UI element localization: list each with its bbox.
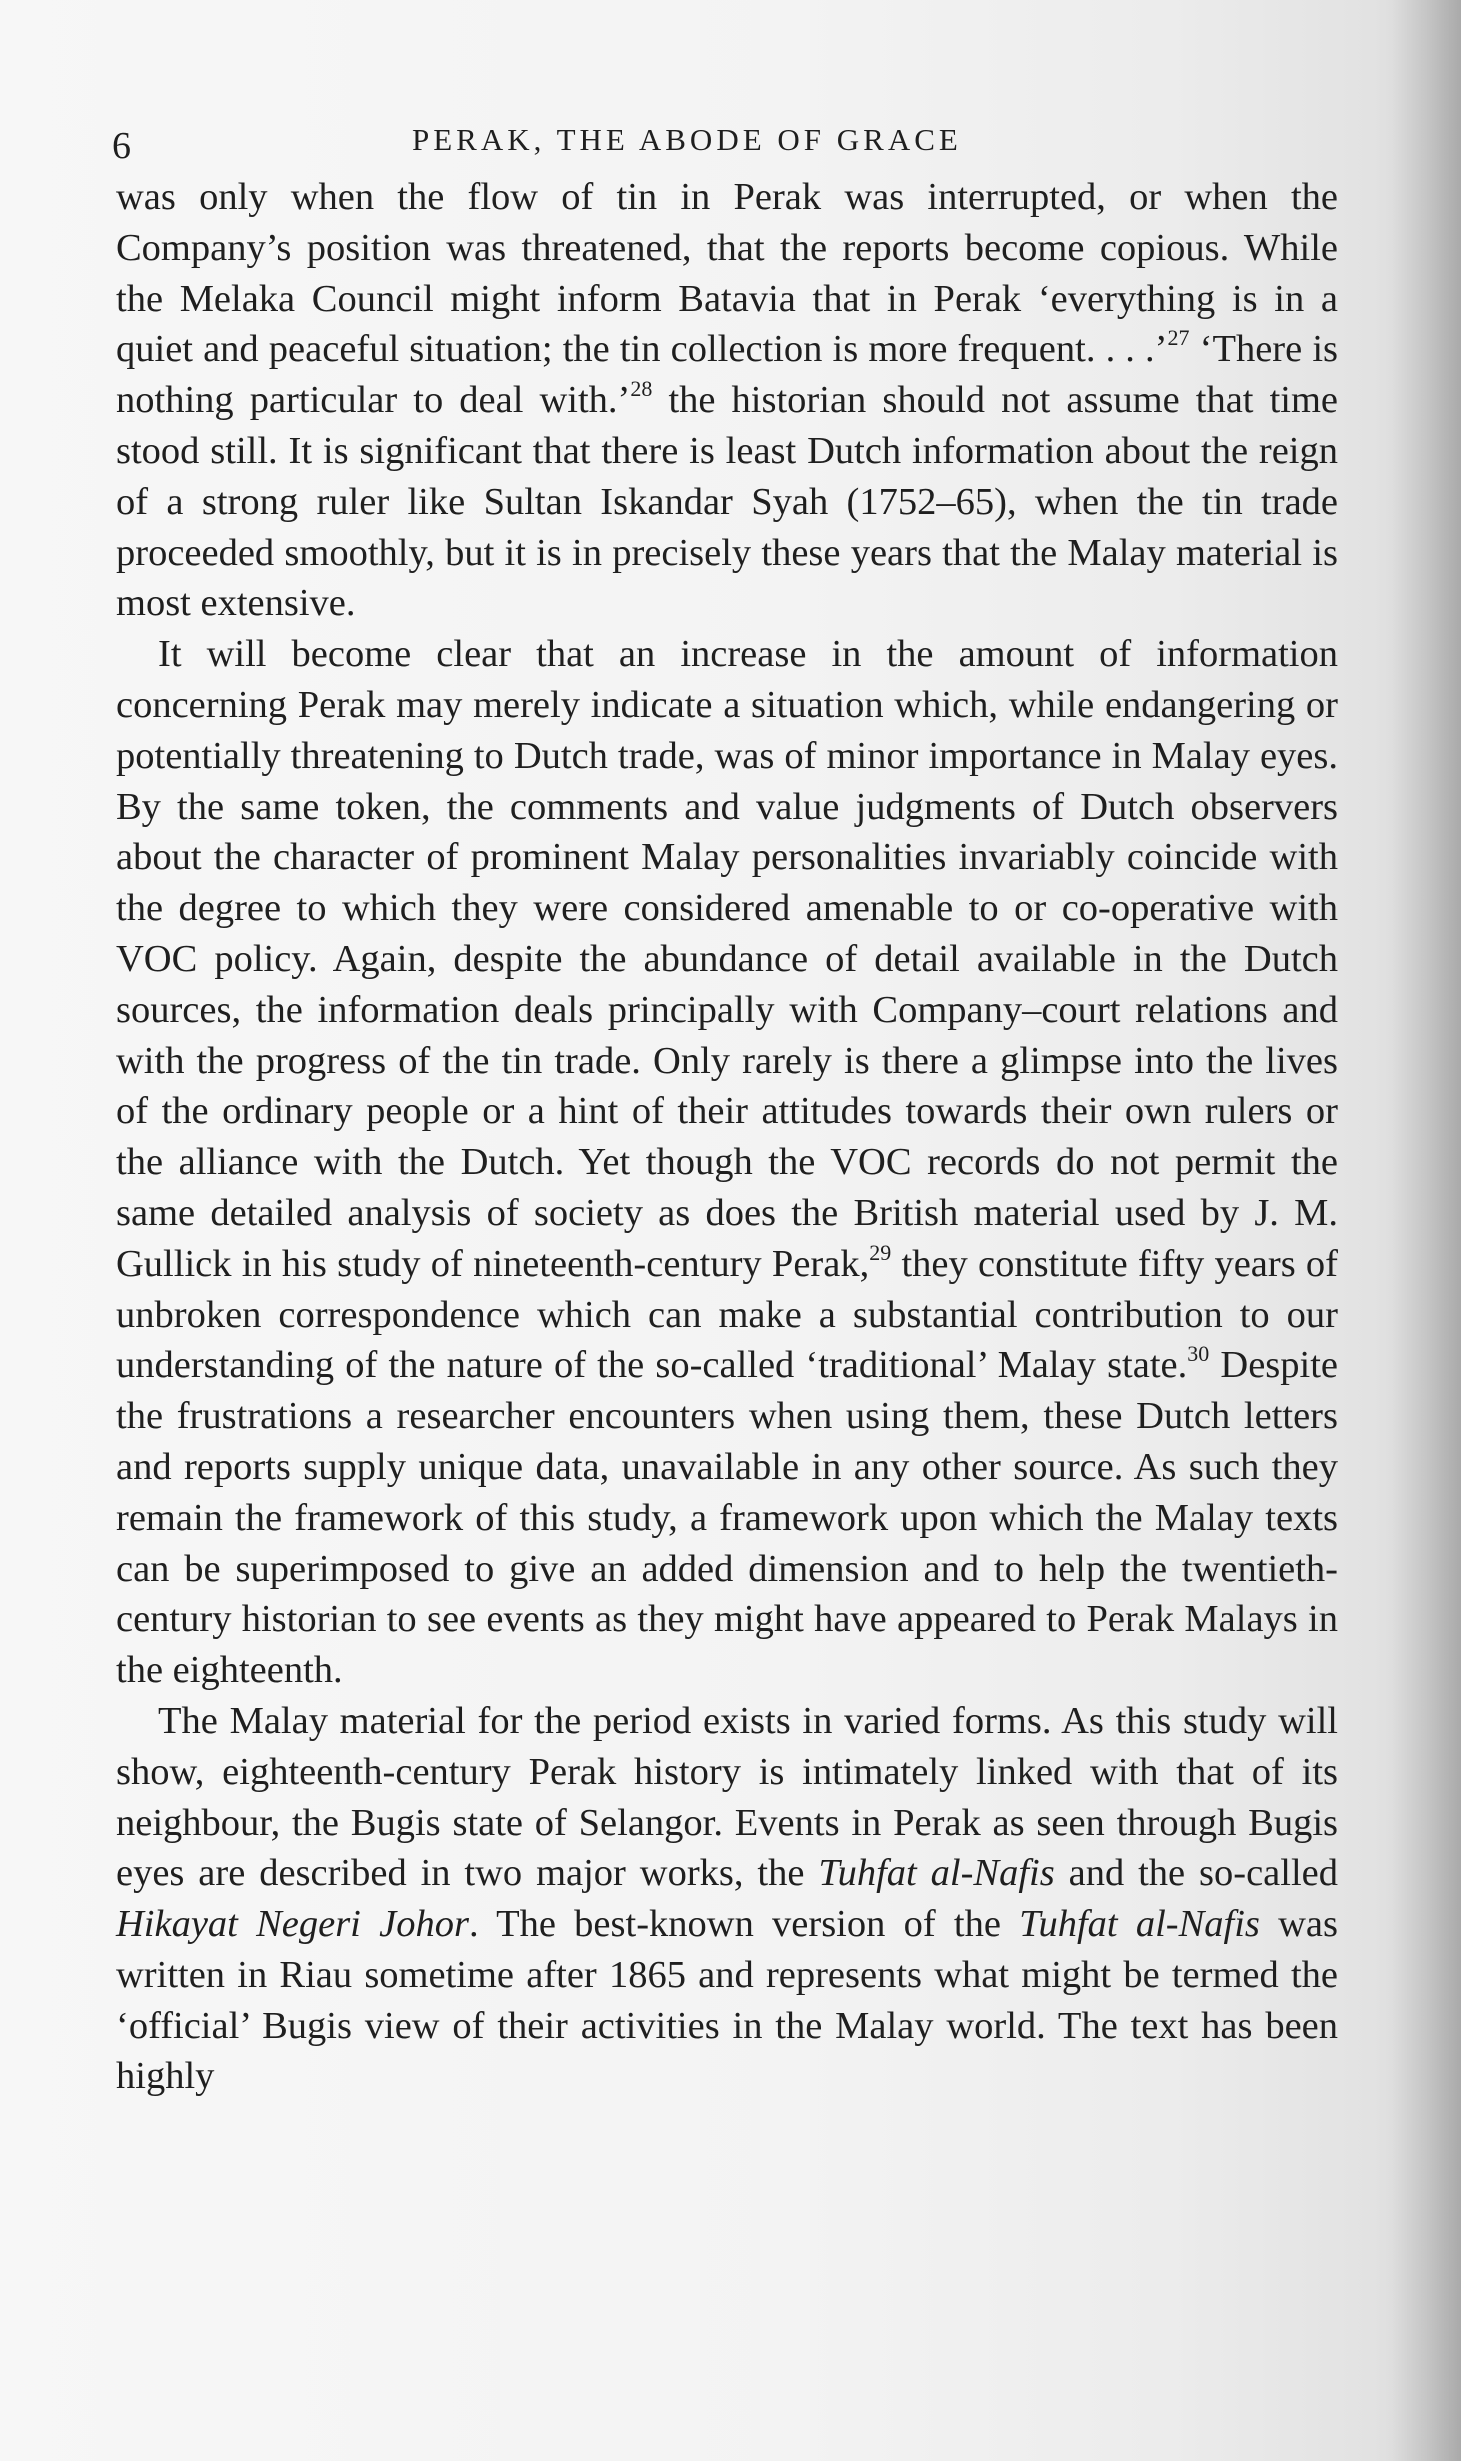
paragraph-1-text-a: was only when the flow of tin in Perak was interrupted, or when the Company’s position was threatened, that the reports become copious. While the Melaka Council might inform Batavia that in Perak ‘everything is in a quiet and peaceful situation; the tin collection is more frequent. . . .’ bbox=[116, 176, 1338, 371]
binding-shadow bbox=[1391, 0, 1461, 2461]
paragraph-3-text-b: and the so-called bbox=[1054, 1852, 1338, 1895]
footnote-ref-29: 29 bbox=[869, 1239, 892, 1265]
paragraph-1-text-c: the historian should not assume that time stood still. It is significant that there is least Dutch information about the reign of a strong ruler like Sultan Iskandar Syah (1752–65), when the tin trade proceeded smoothly, but it is in precisely these years that the Malay material is most extensive. bbox=[116, 379, 1338, 625]
paragraph-1-text-b: ‘There is nothing particular to deal with.’ bbox=[116, 328, 1338, 422]
running-title: PERAK, THE ABODE OF GRACE bbox=[412, 122, 962, 157]
footnote-ref-30: 30 bbox=[1187, 1341, 1210, 1367]
running-head bbox=[112, 118, 1334, 168]
paragraph-2 bbox=[116, 629, 1338, 1696]
body-text bbox=[116, 172, 1338, 2102]
title-hikayat-negeri-johor: Hikayat Negeri Johor bbox=[116, 1903, 469, 1946]
footnote-ref-27: 27 bbox=[1167, 325, 1190, 351]
page-number: 6 bbox=[112, 125, 131, 167]
title-tuhfat-al-nafis-2: Tuhfat al-Nafis bbox=[1019, 1903, 1260, 1946]
paragraph-3-text-c: . The best-known version of the bbox=[468, 1903, 1020, 1946]
paragraph-2-text-c: Despite the frustrations a researcher encounters when using them, these Dutch letters and reports supply unique data, unavailable in any other source. As such they remain the framework of this study, a framework upon which the Malay texts can be superimposed to give an added dimension and to help the twentieth-century historian to see events as they might have appeared to Perak Malays in the eighteenth. bbox=[116, 1344, 1338, 1692]
paragraph-3 bbox=[116, 1696, 1338, 2102]
paragraph-1 bbox=[116, 172, 1338, 629]
title-tuhfat-al-nafis: Tuhfat al-Nafis bbox=[818, 1852, 1055, 1895]
paragraph-3-text-a: The Malay material for the period exists in varied forms. As this study will show, eighteenth-century Perak history is intimately linked with that of its neighbour, the Bugis state of Selangor. Events in Perak as seen through Bugis eyes are described in two major works, the bbox=[116, 1699, 1338, 1895]
paragraph-2-text-a: It will become clear that an increase in the amount of information concerning Perak may merely indicate a situation which, while endangering or potentially threatening to Dutch trade, was of minor importance in Malay eyes. By the same token, the comments and value judgments of Dutch observers about the character of prominent Malay personalities invariably coincide with the degree to which they were considered amenable to or co-operative with VOC policy. Again, despite the abundance of detail available in the Dutch sources, the information deals principally with Company–court relations and with the progress of the tin trade. Only rarely is there a glimpse into the lives of the ordinary people or a hint of their attitudes towards their own rulers or the alliance with the Dutch. Yet though the VOC records do not permit the same detailed analysis of society as does the British material used by J. M. Gullick in his study of nineteenth-century Perak, bbox=[116, 633, 1338, 1285]
paragraph-3-text-d: was written in Riau sometime after 1865 and represents what might be termed the ‘official’ Bugis view of their activities in the Malay world. The text has been highly bbox=[116, 1903, 1339, 2098]
footnote-ref-28: 28 bbox=[630, 376, 653, 402]
paragraph-2-text-b: they constitute fifty years of unbroken correspondence which can make a substantial contribution to our understanding of the nature of the so-called ‘traditional’ Malay state. bbox=[116, 1242, 1338, 1387]
